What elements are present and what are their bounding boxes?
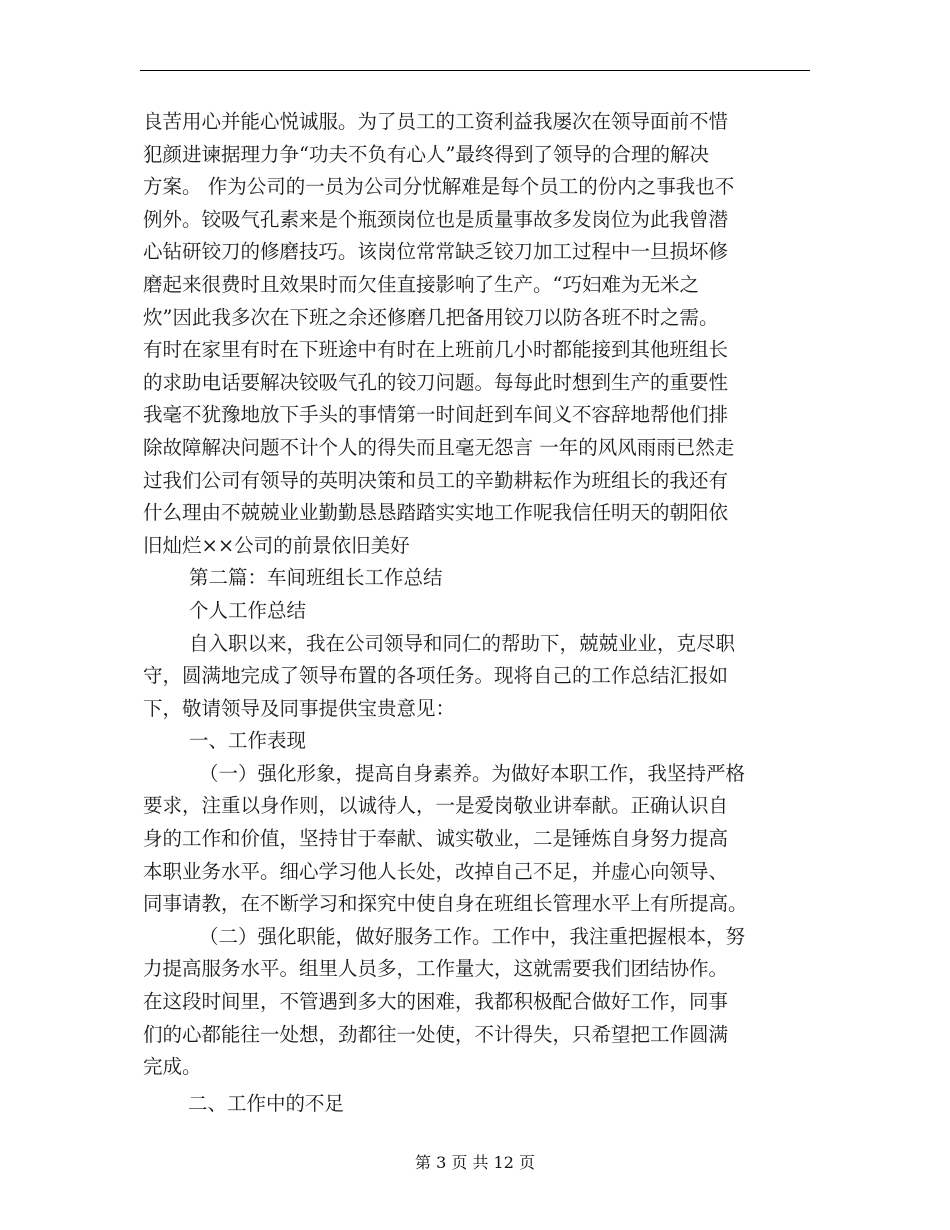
- text-line: 旧灿烂××公司的前景依旧美好: [143, 533, 410, 557]
- text-line: （一）强化形象，提高自身素养。为做好本职工作，我坚持严格: [199, 761, 746, 785]
- body-text: [143, 106, 810, 1084]
- section-title: 第二篇：车间班组长工作总结: [189, 566, 443, 590]
- text-line: 例外。铰吸气孔素来是个瓶颈岗位也是质量事故多发岗位为此我曾潜: [143, 207, 729, 231]
- text-line: （二）强化职能，做好服务工作。工作中，我注重把握根本，努: [199, 924, 746, 948]
- text-line: 犯颜进谏据理力争“功夫不负有心人”最终得到了领导的合理的解决: [143, 142, 709, 166]
- text-line: 磨起来很费时且效果时而欠佳直接影响了生产。“巧妇难为无米之: [143, 272, 699, 296]
- text-line: 们的心都能往一处想，劲都往一处使，不计得失，只希望把工作圆满: [143, 1022, 729, 1046]
- text-line: 的求助电话要解决铰吸气孔的铰刀问题。每每此时想到生产的重要性: [143, 370, 729, 394]
- subsection-title: 个人工作总结: [189, 598, 307, 622]
- text-line: 身的工作和价值，坚持甘于奉献、诚实敬业，二是锤炼自身努力提高: [143, 827, 729, 851]
- text-line: 要求，注重以身作则，以诚待人，一是爱岗敬业讲奉献。正确认识自: [143, 794, 729, 818]
- text-line: 炊”因此我多次在下班之余还修磨几把备用铰刀以防各班不时之需。: [143, 305, 719, 329]
- page-footer: 第 3 页 共 12 页: [415, 1153, 535, 1172]
- header-rule: [140, 70, 810, 71]
- text-line: 良苦用心并能心悦诚服。为了员工的工资利益我屡次在领导面前不惜: [143, 110, 729, 133]
- text-line: 力提高服务水平。组里人员多，工作量大，这就需要我们团结协作。: [143, 957, 729, 981]
- text-line: 除故障解决问题不计个人的得失而且毫无怨言 一年的风风雨雨已然走: [143, 435, 735, 459]
- text-line: 什么理由不兢兢业业勤勤恳恳踏踏实实地工作呢我信任明天的朝阳依: [143, 501, 729, 525]
- text-line: 心钻研铰刀的修磨技巧。该岗位常常缺乏铰刀加工过程中一旦损坏修: [143, 240, 729, 264]
- section-heading: 二、工作中的不足: [188, 1092, 345, 1115]
- text-line: 有时在家里有时在下班途中有时在上班前几小时都能接到其他班组长: [143, 338, 729, 362]
- section-heading: 一、工作表现: [189, 729, 307, 753]
- text-line: 同事请教，在不断学习和探究中使自身在班组长管理水平上有所提高。: [143, 892, 748, 916]
- text-line: 自入职以来，我在公司领导和同仁的帮助下，兢兢业业，克尽职: [189, 631, 736, 655]
- text-line: 本职业务水平。细心学习他人长处，改掉自己不足，并虚心向领导、: [143, 859, 729, 883]
- text-line: 下，敬请领导及同事提供宝贵意见：: [143, 696, 456, 720]
- text-line: 守，圆满地完成了领导布置的各项任务。现将自己的工作总结汇报如: [143, 664, 729, 688]
- text-line: 过我们公司有领导的英明决策和员工的辛勤耕耘作为班组长的我还有: [143, 468, 729, 492]
- text-line: 方案。 作为公司的一员为公司分忧解难是每个员工的份内之事我也不: [143, 175, 735, 199]
- text-line: 在这段时间里，不管遇到多大的困难，我都积极配合做好工作，同事: [143, 990, 729, 1014]
- text-line: 我毫不犹豫地放下手头的事情第一时间赶到车间义不容辞地帮他们排: [143, 403, 729, 427]
- text-line: 完成。: [143, 1055, 202, 1079]
